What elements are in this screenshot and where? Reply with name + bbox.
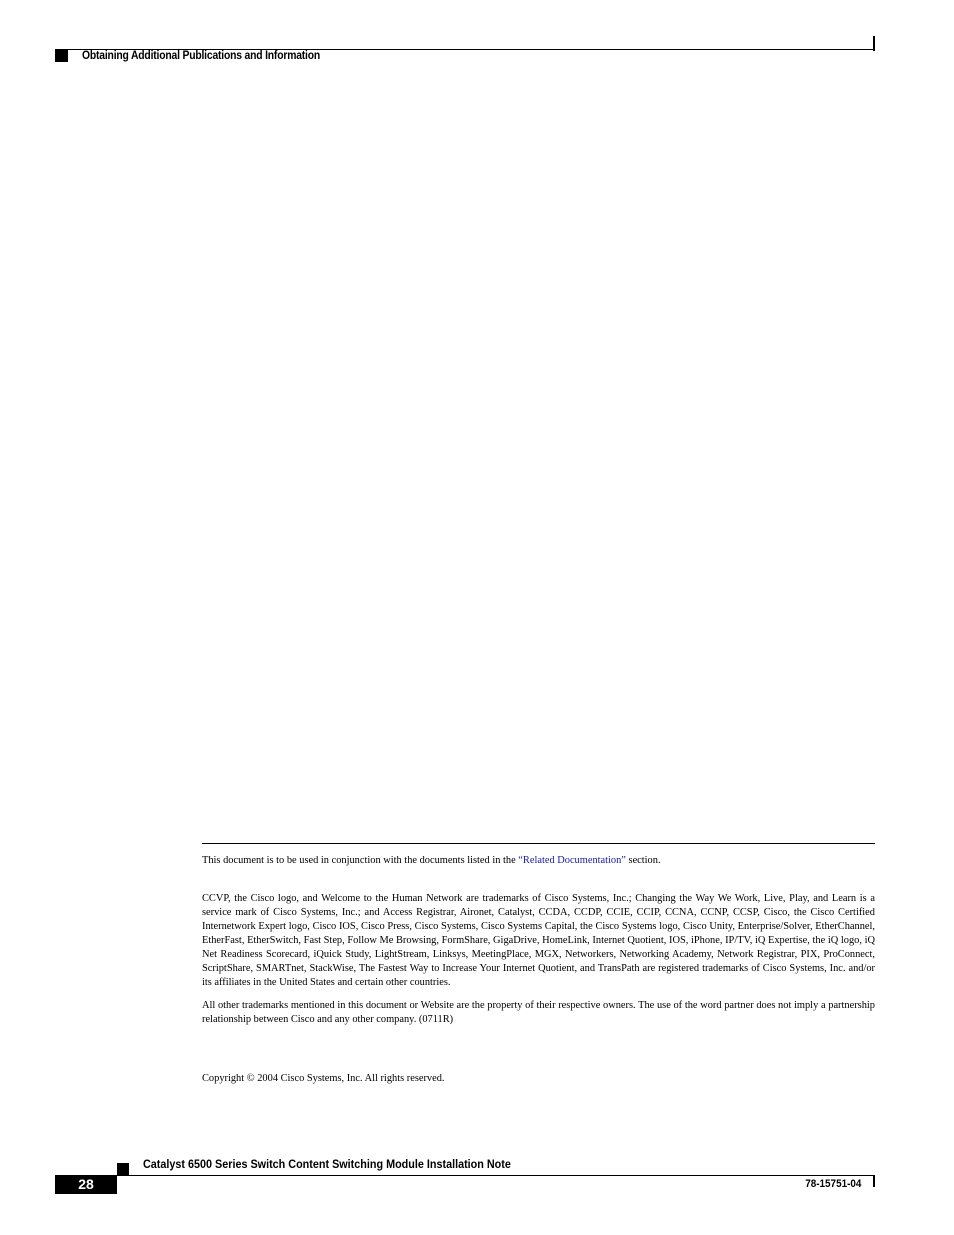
footer-marker: [117, 1163, 129, 1175]
other-trademarks-paragraph: All other trademarks mentioned in this document or Website are the property of their respective owners. The use of the word partner does not imply a partnership relationship between Cisco and any other company. (0711R): [202, 1000, 875, 1025]
footnote-rule: [202, 843, 875, 844]
header-marker: [55, 50, 68, 62]
usage-note-suffix: section.: [625, 855, 661, 866]
header-edge-tick: [873, 36, 875, 51]
running-header-title: Obtaining Additional Publications and Information: [82, 50, 321, 62]
copyright-notice: Copyright © 2004 Cisco Systems, Inc. All rights reserved.: [202, 1073, 445, 1084]
document-number: 78-15751-04: [804, 1178, 861, 1190]
footer-edge-tick: [873, 1175, 875, 1187]
footer-doc-title: Catalyst 6500 Series Switch Content Switching Module Installation Note: [143, 1157, 511, 1171]
usage-note-text: This document is to be used in conjunction with the documents listed in the: [202, 855, 519, 866]
related-documentation-link[interactable]: “Related Documentation”: [518, 855, 626, 866]
usage-note: [202, 854, 875, 868]
page-number: 28: [55, 1175, 117, 1194]
footer-rule: [55, 1175, 875, 1176]
trademarks-paragraph: CCVP, the Cisco logo, and Welcome to the Human Network are trademarks of Cisco Systems, Inc.; Changing the Way We Work, Live, Play, and Learn is a service mark of Cisco Systems, Inc.; and Access Registrar, Aironet, Catalyst, CCDA, CCDP, CCIE, CCIP, CCNA, CCNP, CCSP, Cisco, the Cisco Certified Internetwork Expert logo, Cisco IOS, Cisco Press, Cisco Systems, Cisco Systems Capital, the Cisco Systems logo, Cisco Unity, Enterprise/Solver, EtherChannel, EtherFast, EtherSwitch, Fast Step, Follow Me Browsing, FormShare, GigaDrive, HomeLink, Internet Quotient, IOS, iPhone, IP/TV, iQ Expertise, the iQ logo, iQ Net Readiness Scorecard, iQuick Study, LightStream, Linksys, MeetingPlace, MGX, Networkers, Networking Academy, Network Registrar, PIX, ProConnect, ScriptShare, SMARTnet, StackWise, The Fastest Way to Increase Your Internet Quotient, and TransPath are registered trademarks of Cisco Systems, Inc. and/or its affiliates in the United States and certain other countries.: [202, 893, 875, 988]
